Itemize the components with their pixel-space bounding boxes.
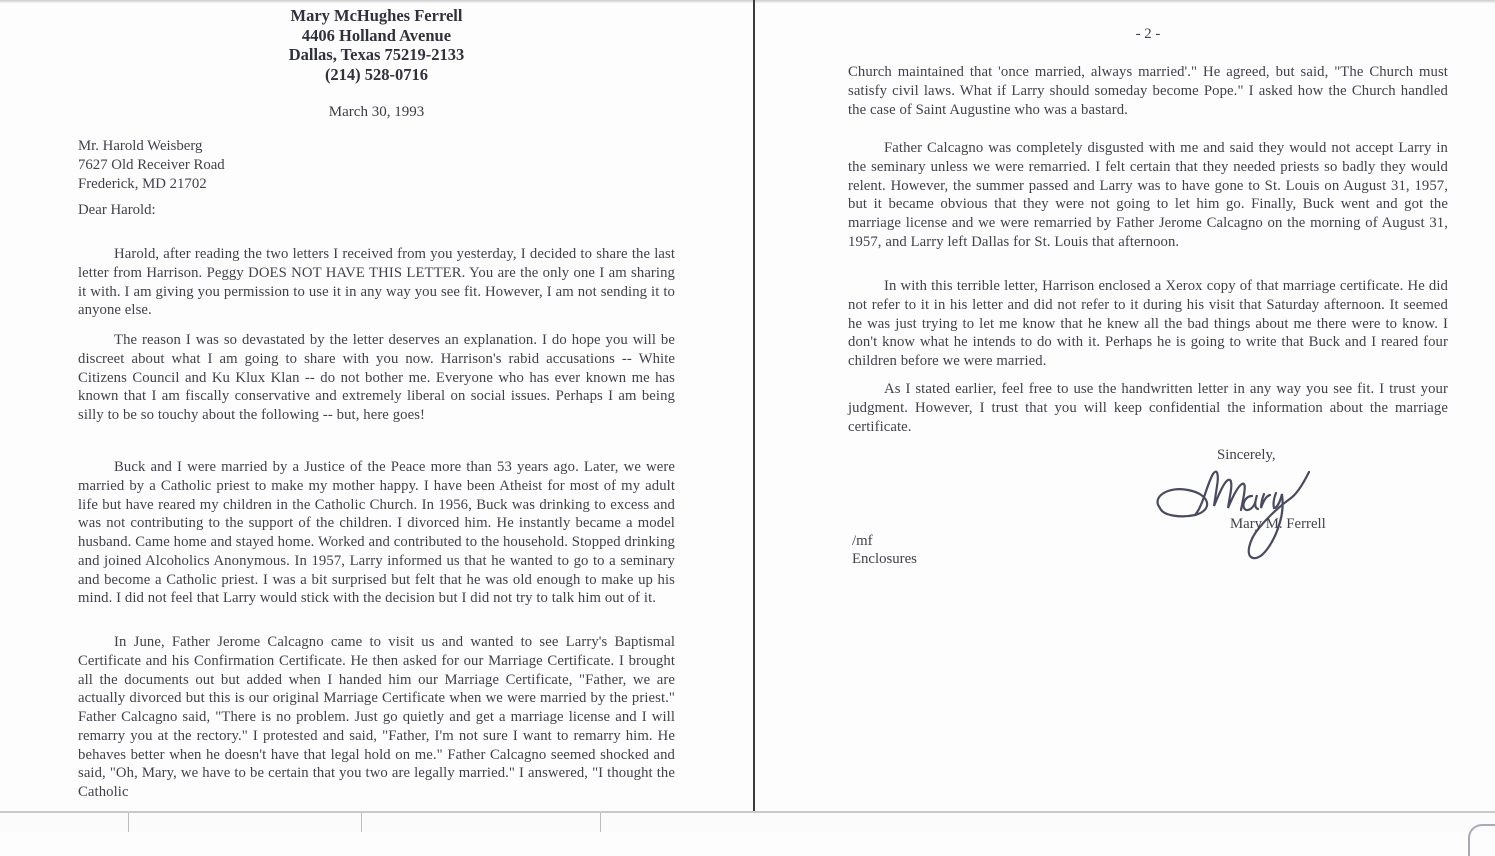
recipient-city: Frederick, MD 21702	[78, 176, 207, 192]
closing-line: Sincerely,	[1217, 447, 1276, 463]
signed-name: Mary M. Ferrell	[1230, 516, 1326, 532]
body-paragraph-1: Harold, after reading the two letters I received from you yesterday, I decided to share the last letter from Harrison. Peggy DOES NOT HAVE THIS LETTER. You are the only one I am sharing it with. I am giving you permission to use it in any way you see fit. However, I am not sending it to anyone else.	[78, 246, 675, 319]
body-paragraph-3: Buck and I were married by a Justice of the Peace more than 53 years ago. Later, we were married by a Catholic priest to make my mother happy. I have been Atheist for most of my adult life but have reared my children in the Catholic Church. In 1956, Buck was drinking to excess and was not contributing to the support of the children. I divorced him. He instantly became a model husband. Came home and stayed home. Worked and contributed to the household. Stopped drinking and joined Alcoholics Anonymous. In 1957, Larry informed us that he wanted to go to a seminary and become a Catholic priest. I was a bit surprised but felt that he was old enough to make up his mind. I did not feel that Larry would stick with the decision but I did not try to talk him out of it.	[78, 459, 675, 607]
thumbnail-divider	[361, 813, 362, 832]
letter-page-1	[78, 0, 675, 812]
thumbnail-divider	[600, 813, 601, 832]
thumbnail-divider	[128, 813, 129, 832]
salutation: Dear Harold:	[78, 202, 156, 218]
body-paragraph-8: As I stated earlier, feel free to use the handwritten letter in any way you see fit. I trust your judgment. However, I trust that you will keep confidential the information about the marriage certificate.	[848, 381, 1448, 435]
recipient-name: Mr. Harold Weisberg	[78, 138, 203, 154]
enclosures-note: Enclosures	[852, 551, 917, 567]
body-paragraph-7: In with this terrible letter, Harrison enclosed a Xerox copy of that marriage certificate. He did not refer to it in his letter and did not refer to it during his visit that Saturday afternoon. It seemed he was just trying to let me know that he knew all the bad things about me there were to know. I don't know what he intends to do with it. Perhaps he is going to write that Buck and I reared four children before we were married.	[848, 278, 1448, 369]
page-number: - 2 -	[1135, 26, 1161, 42]
typist-initials: /mf	[852, 533, 873, 549]
letterhead-city: Dallas, Texas 75219-2133	[288, 45, 465, 64]
letterhead-name: Mary McHughes Ferrell	[290, 6, 463, 25]
corner-card-fragment	[1468, 824, 1495, 856]
body-paragraph-5: Church maintained that 'once married, always married'." He agreed, but said, "The Church must satisfy civil laws. What if Larry should someday become Pope." I asked how the Church handled the case of Saint Augustine who was a bastard.	[848, 64, 1448, 118]
date-line: March 30, 1993	[328, 104, 425, 120]
letterhead-street: 4406 Holland Avenue	[301, 25, 452, 45]
body-paragraph-2: The reason I was so devastated by the letter deserves an explanation. I do hope you will be discreet about what I am going to share with you now. Harrison's rabid accusations -- White Citizens Council and Ku Klux Klan -- do not bother me. Everyone who has ever known me has known that I am fiscally conservative and extremely liberal on social issues. Perhaps I am being silly to be so touchy about the following -- but, here goes!	[78, 332, 675, 423]
letterhead	[78, 6, 675, 84]
thumbnail-strip	[0, 813, 1495, 832]
body-paragraph-6: Father Calcagno was completely disgusted with me and said they would not accept Larry in the seminary unless we were remarried. I felt certain that they needed priests so badly they would relent. However, the summer passed and Larry was to have gone to St. Louis on August 31, 1957, but it became obvious that they were not going to let him go. Finally, Buck went and got the marriage license and we were remarried by Father Jerome Calcagno on the morning of August 31, 1957, and Larry left Dallas for St. Louis that afternoon.	[848, 140, 1448, 250]
handwritten-signature	[1148, 460, 1318, 570]
page-gutter-divider	[753, 0, 755, 812]
body-paragraph-4: In June, Father Jerome Calcagno came to visit us and wanted to see Larry's Baptismal Certificate and his Confirmation Certificate. He then asked for our Marriage Certificate. I brought all the documents out but added when I handed him our Marriage Certificate, "Father, we are actually divorced but this is our original Marriage Certificate when we were married by the priest." Father Calcagno said, "There is no problem. Just go quietly and get a marriage license and I will remarry you at the rectory." I protested and said, "Father, I'm not sure I want to remarry him. He behaves better when he doesn't have that legal hold on me." Father Calcagno seemed shocked and said, "Oh, Mary, we have to be certain that you two are legally married." I answered, "I thought the Catholic	[78, 634, 675, 800]
letterhead-phone: (214) 528-0716	[324, 64, 429, 84]
letter-page-2	[848, 0, 1448, 812]
recipient-address	[78, 137, 225, 194]
recipient-street: 7627 Old Receiver Road	[78, 157, 225, 173]
